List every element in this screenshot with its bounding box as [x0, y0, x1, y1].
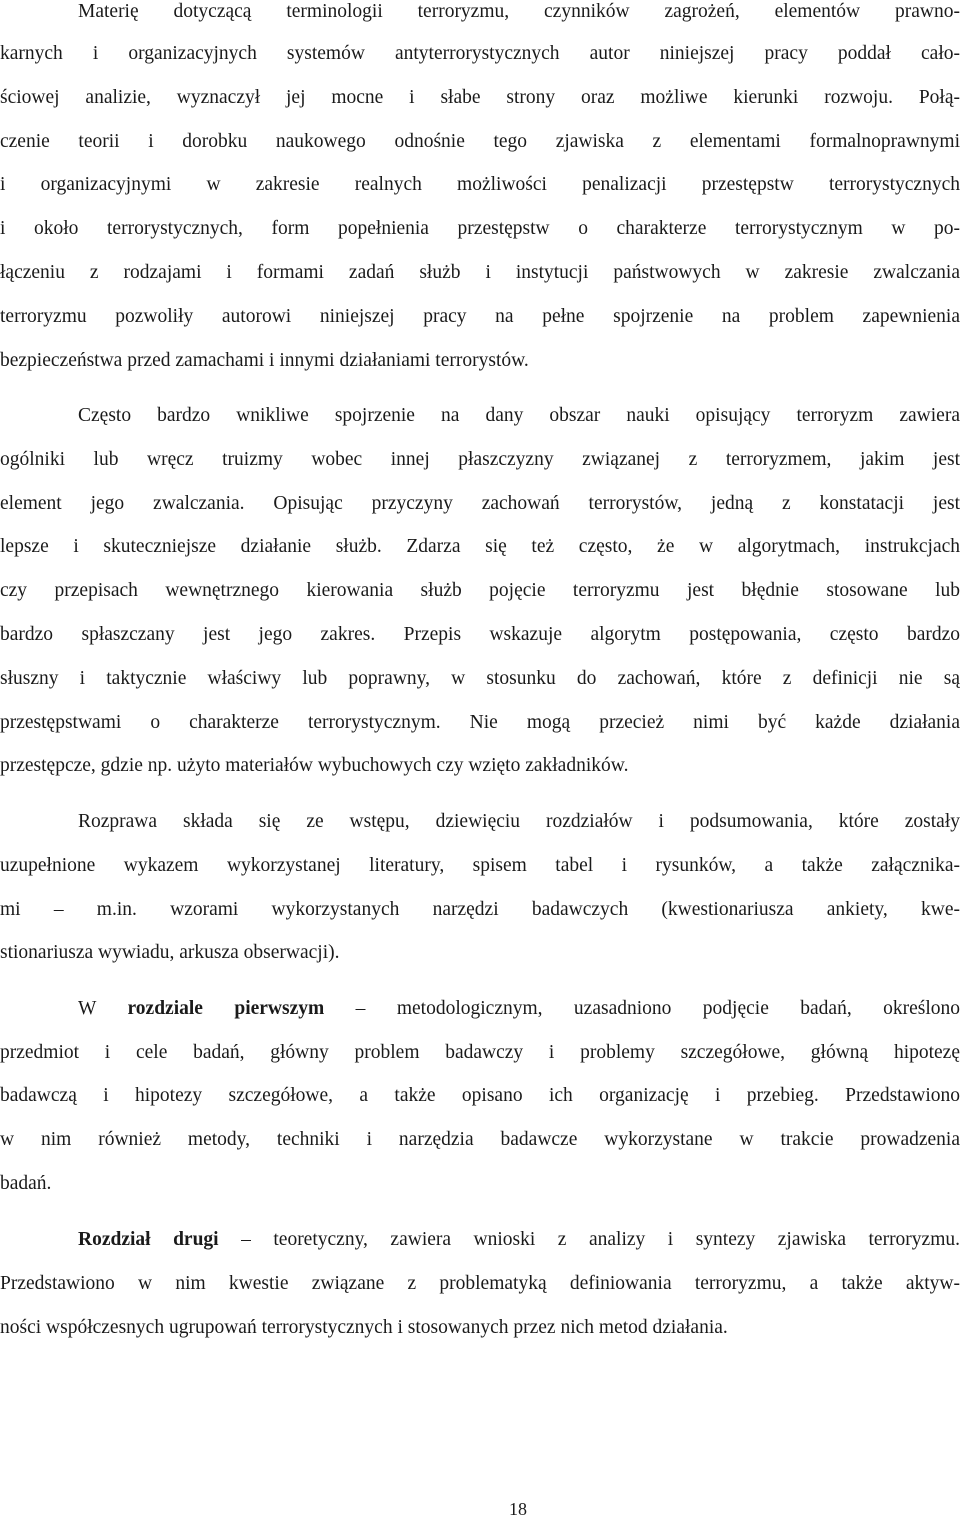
text-line: [78, 1227, 960, 1253]
text-line: Materię dotyczącą terminologii terroryzmu, czynników zagrożeń, elementów prawno-: [78, 1, 960, 22]
text-line: łączeniu z rodzajami i formami zadań służb i instytucji państwowych w zakresie zwalczania: [0, 262, 960, 283]
text-fragment: – teoretyczny, zawiera wnioski z analizy i syntezy zjawiska terroryzmu.: [241, 1229, 960, 1250]
text-line: ściowej analizie, wyznaczył jej mocne i słabe strony oraz możliwe kierunki rozwoju. Połą-: [0, 87, 960, 108]
text-line: Rozprawa składa się ze wstępu, dziewięciu rozdziałów i podsumowania, które zostały: [78, 811, 960, 832]
text-line: [78, 996, 960, 1022]
text-line: przestępcze, gdzie np. użyto materiałów wybuchowych czy wzięto zakładników.: [0, 755, 629, 776]
text-line: badań.: [0, 1173, 52, 1194]
text-line: czenie teorii i dorobku naukowego odnośnie tego zjawiska z elementami formalnoprawnymi: [0, 131, 960, 152]
text-line: lepsze i skuteczniejsze działanie służb. Zdarza się też często, że w algorytmach, instrukcjach: [0, 536, 960, 557]
text-line: ności współczesnych ugrupowań terrorystycznych i stosowanych przez nich metod działania.: [0, 1317, 728, 1338]
chapter-term: rozdziale pierwszym: [127, 998, 325, 1019]
text-line: uzupełnione wykazem wykorzystanej literatury, spisem tabel i rysunków, a także załącznika-: [0, 855, 960, 876]
text-fragment: – metodologicznym, uzasadniono podjęcie badań, określono: [355, 998, 960, 1019]
text-line: Przedstawiono w nim kwestie związane z problematyką definiowania terroryzmu, a także aktyw-: [0, 1273, 960, 1294]
text-line: stionariusza wywiadu, arkusza obserwacji).: [0, 942, 340, 963]
text-line: słuszny i taktycznie właściwy lub poprawny, w stosunku do zachowań, które z definicji nie są: [0, 668, 960, 689]
text-line: element jego zwalczania. Opisując przyczyny zachowań terrorystów, jedną z konstatacji jest: [0, 493, 960, 514]
text-line: i około terrorystycznych, form popełnienia przestępstw o charakterze terrorystycznym w po-: [0, 218, 960, 239]
text-line: przedmiot i cele badań, główny problem badawczy i problemy szczegółowe, główną hipotezę: [0, 1042, 960, 1063]
text-line: mi – m.in. wzorami wykorzystanych narzędzi badawczych (kwestionariusza ankiety, kwe-: [0, 899, 960, 920]
text-line: przestępstwami o charakterze terrorystycznym. Nie mogą przecież nimi być każde działania: [0, 712, 960, 733]
text-line: ogólniki lub wręcz truizmy wobec innej płaszczyzny związanej z terroryzmem, jakim jest: [0, 449, 960, 470]
text-line: Często bardzo wnikliwe spojrzenie na dany obszar nauki opisujący terroryzm zawiera: [78, 405, 960, 426]
text-line: karnych i organizacyjnych systemów antyterrorystycznych autor niniejszej pracy poddał cało-: [0, 43, 960, 64]
text-line: terroryzmu pozwoliły autorowi niniejszej pracy na pełne spojrzenie na problem zapewnienia: [0, 306, 960, 327]
text-line: i organizacyjnymi w zakresie realnych możliwości penalizacji przestępstw terrorystycznych: [0, 174, 960, 195]
text-line: bezpieczeństwa przed zamachami i innymi działaniami terrorystów.: [0, 350, 529, 371]
text-line: czy przepisach wewnętrznego kierowania służb pojęcie terroryzmu jest błędnie stosowane lub: [0, 580, 960, 601]
page-number: 18: [509, 1499, 527, 1519]
text-line: badawczą i hipotezy szczegółowe, a także opisano ich organizację i przebieg. Przedstawiono: [0, 1085, 960, 1106]
text-line: w nim również metody, techniki i narzędzia badawcze wykorzystane w trakcie prowadzenia: [0, 1129, 960, 1150]
text-line: bardzo spłaszczany jest jego zakres. Przepis wskazuje algorytm postępowania, często bardzo: [0, 624, 960, 645]
lead-word: W: [78, 998, 97, 1019]
chapter-term: Rozdział drugi: [78, 1229, 219, 1250]
